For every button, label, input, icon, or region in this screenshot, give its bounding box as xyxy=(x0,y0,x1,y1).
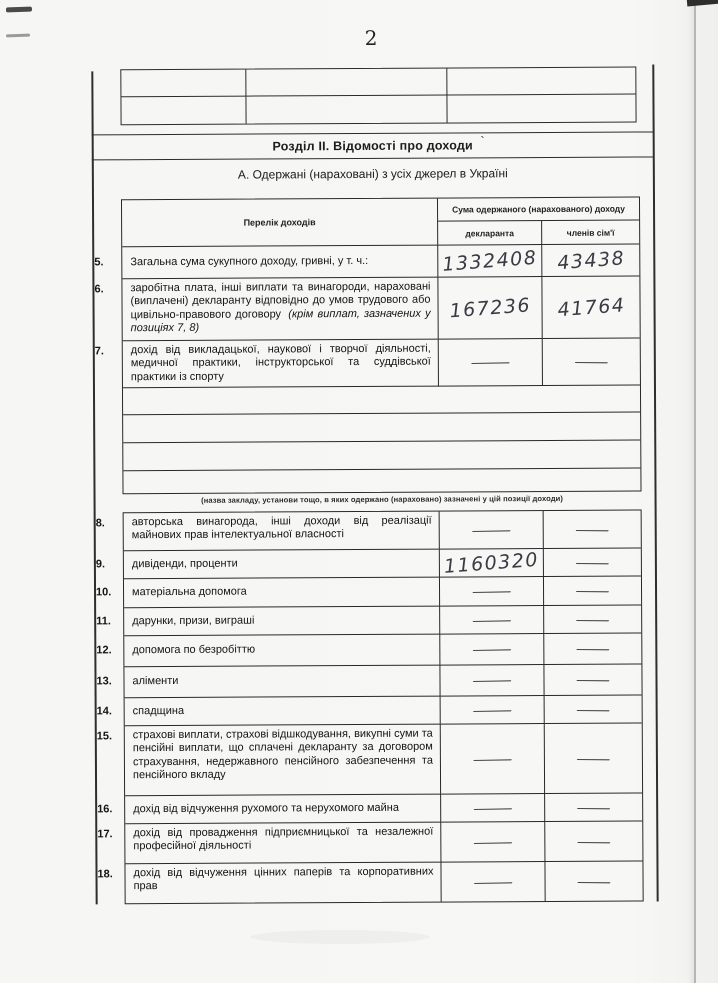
row-label-cell xyxy=(97,795,441,825)
row-label: дохід від викладацької, наукової і творчої діяльності, медичної практики, інструкторської та суддівської практики із спорту xyxy=(130,342,431,384)
row-label: заробітна плата, інші виплати та винагороди, нараховані (виплачені) декларанту відповідно до умов трудового або цивільно-правового договору xyxy=(130,280,431,322)
header-family: членів сім'ї xyxy=(542,221,639,246)
declarant-value: 1332408 xyxy=(438,245,542,278)
empty-cell xyxy=(246,69,447,97)
row-label-cell xyxy=(97,823,441,865)
row-label-cell xyxy=(97,863,441,904)
family-value: — xyxy=(543,339,640,387)
family-value: 41764 xyxy=(542,277,639,340)
row-label-cell xyxy=(96,607,440,637)
header-declarant: декларанта xyxy=(438,221,542,246)
declarant-value: — xyxy=(440,511,544,550)
row-label-cell xyxy=(96,578,440,609)
row-label-cell xyxy=(95,512,440,552)
family-value: — xyxy=(544,549,641,578)
declarant-value: — xyxy=(440,577,544,607)
row-number: 14. xyxy=(96,705,112,718)
declarant-value: — xyxy=(441,822,545,863)
row-number: 15. xyxy=(96,730,113,743)
row-label: матеріальна допомога xyxy=(132,585,247,599)
empty-cell xyxy=(121,70,246,98)
section-title-bar xyxy=(92,131,654,160)
empty-cell xyxy=(246,96,447,124)
family-value: 43438 xyxy=(542,245,639,278)
declarant-value: — xyxy=(441,794,545,823)
row-number: 17. xyxy=(97,828,113,841)
row-number: 13. xyxy=(96,675,112,688)
row-label-cell xyxy=(96,725,441,797)
income-table-upper xyxy=(94,197,642,495)
section-subtitle: А. Одержані (нараховані) з усіх джерел в Україні xyxy=(237,166,508,182)
row-number: 11. xyxy=(96,615,111,628)
family-value: — xyxy=(545,724,642,795)
declarant-value: — xyxy=(441,696,545,725)
family-value: — xyxy=(545,696,642,725)
page-number: 2 xyxy=(364,25,378,50)
row-number: 7. xyxy=(94,345,104,358)
empty-cell xyxy=(447,95,635,123)
row-label-cell xyxy=(95,550,440,580)
declarant-value: — xyxy=(440,665,544,697)
row-label: авторська винагорода, інші доходи від реалізації майнових прав інтелектуальної власності xyxy=(131,514,432,542)
row-number: 16. xyxy=(97,803,113,816)
declarant-value: — xyxy=(439,339,543,387)
previous-section-empty-table xyxy=(120,67,636,126)
header-income-list: Перелік доходів xyxy=(122,199,438,248)
institution-note: (назва закладу, установи тощо, в яких одержано (нараховано) зазначені у цій позиції доходи) xyxy=(201,493,564,505)
empty-cell xyxy=(447,68,635,96)
family-value: — xyxy=(545,794,642,823)
institution-blank-line xyxy=(123,441,640,472)
form-left-border xyxy=(91,71,97,904)
row-number: 6. xyxy=(94,283,104,296)
family-value: — xyxy=(544,606,641,635)
declarant-value: 167236 xyxy=(438,277,542,340)
row-label-cell xyxy=(96,666,440,699)
row-label: дарунки, призи, виграші xyxy=(132,614,255,627)
row-label: дохід від відчуження рухомого та нерухомого майна xyxy=(133,801,400,815)
family-value: — xyxy=(575,872,613,891)
row-label-cell xyxy=(94,278,438,342)
family-value: — xyxy=(544,634,641,666)
row-label: страхові виплати, страхові відшкодування, викупні суми та пенсійні виплати, що сплачені декларанту за договором страхування, недержавного пенсійного забезпечення та пенсійного вкладу xyxy=(132,727,433,782)
row-label-cell xyxy=(96,697,441,727)
declarant-value: — xyxy=(440,606,544,635)
institution-blank-line xyxy=(123,386,640,416)
row-label: спадщина xyxy=(132,704,185,717)
institution-blank-line xyxy=(123,413,640,444)
family-value: — xyxy=(544,665,641,697)
section-title: Розділ II. Відомості про доходи ` xyxy=(272,138,472,153)
family-value: — xyxy=(544,577,641,607)
family-value: — xyxy=(545,822,642,863)
form-right-border xyxy=(652,64,658,901)
declarant-value: — xyxy=(441,862,545,902)
row-label-cell xyxy=(94,340,439,389)
declarant-value: — xyxy=(440,634,544,666)
row-label: Загальна сума сукупного доходу, гривні, у т. ч.: xyxy=(130,254,369,268)
row-number: 5. xyxy=(94,256,104,269)
row-number: 8. xyxy=(95,517,105,530)
row-label-italic: (крім виплат, зазначених у позиціях 7, 8) xyxy=(130,307,431,335)
family-value: — xyxy=(544,511,641,550)
institution-blank-line xyxy=(123,469,640,494)
row-label: допомога по безробіттю xyxy=(132,643,256,657)
header-income-sum: Сума одержаного (нарахованого) доходу xyxy=(438,198,639,222)
row-label-cell xyxy=(94,246,438,280)
declarant-value: — xyxy=(441,724,545,795)
row-number: 10. xyxy=(96,586,112,599)
row-label: аліменти xyxy=(132,675,179,688)
row-number: 9. xyxy=(95,558,106,571)
row-label: дивіденди, проценти xyxy=(131,557,238,570)
income-table-lower xyxy=(95,510,644,905)
row-number: 12. xyxy=(96,644,112,657)
row-label-cell xyxy=(96,635,440,668)
row-label: дохід від відчуження цінних паперів та корпоративних прав xyxy=(133,865,434,893)
row-label: дохід від провадження підприємницької та незалежної професійної діяльності xyxy=(133,825,434,853)
empty-cell xyxy=(121,97,246,125)
declarant-value: 1160320 xyxy=(440,549,544,578)
row-number: 18. xyxy=(97,868,113,881)
